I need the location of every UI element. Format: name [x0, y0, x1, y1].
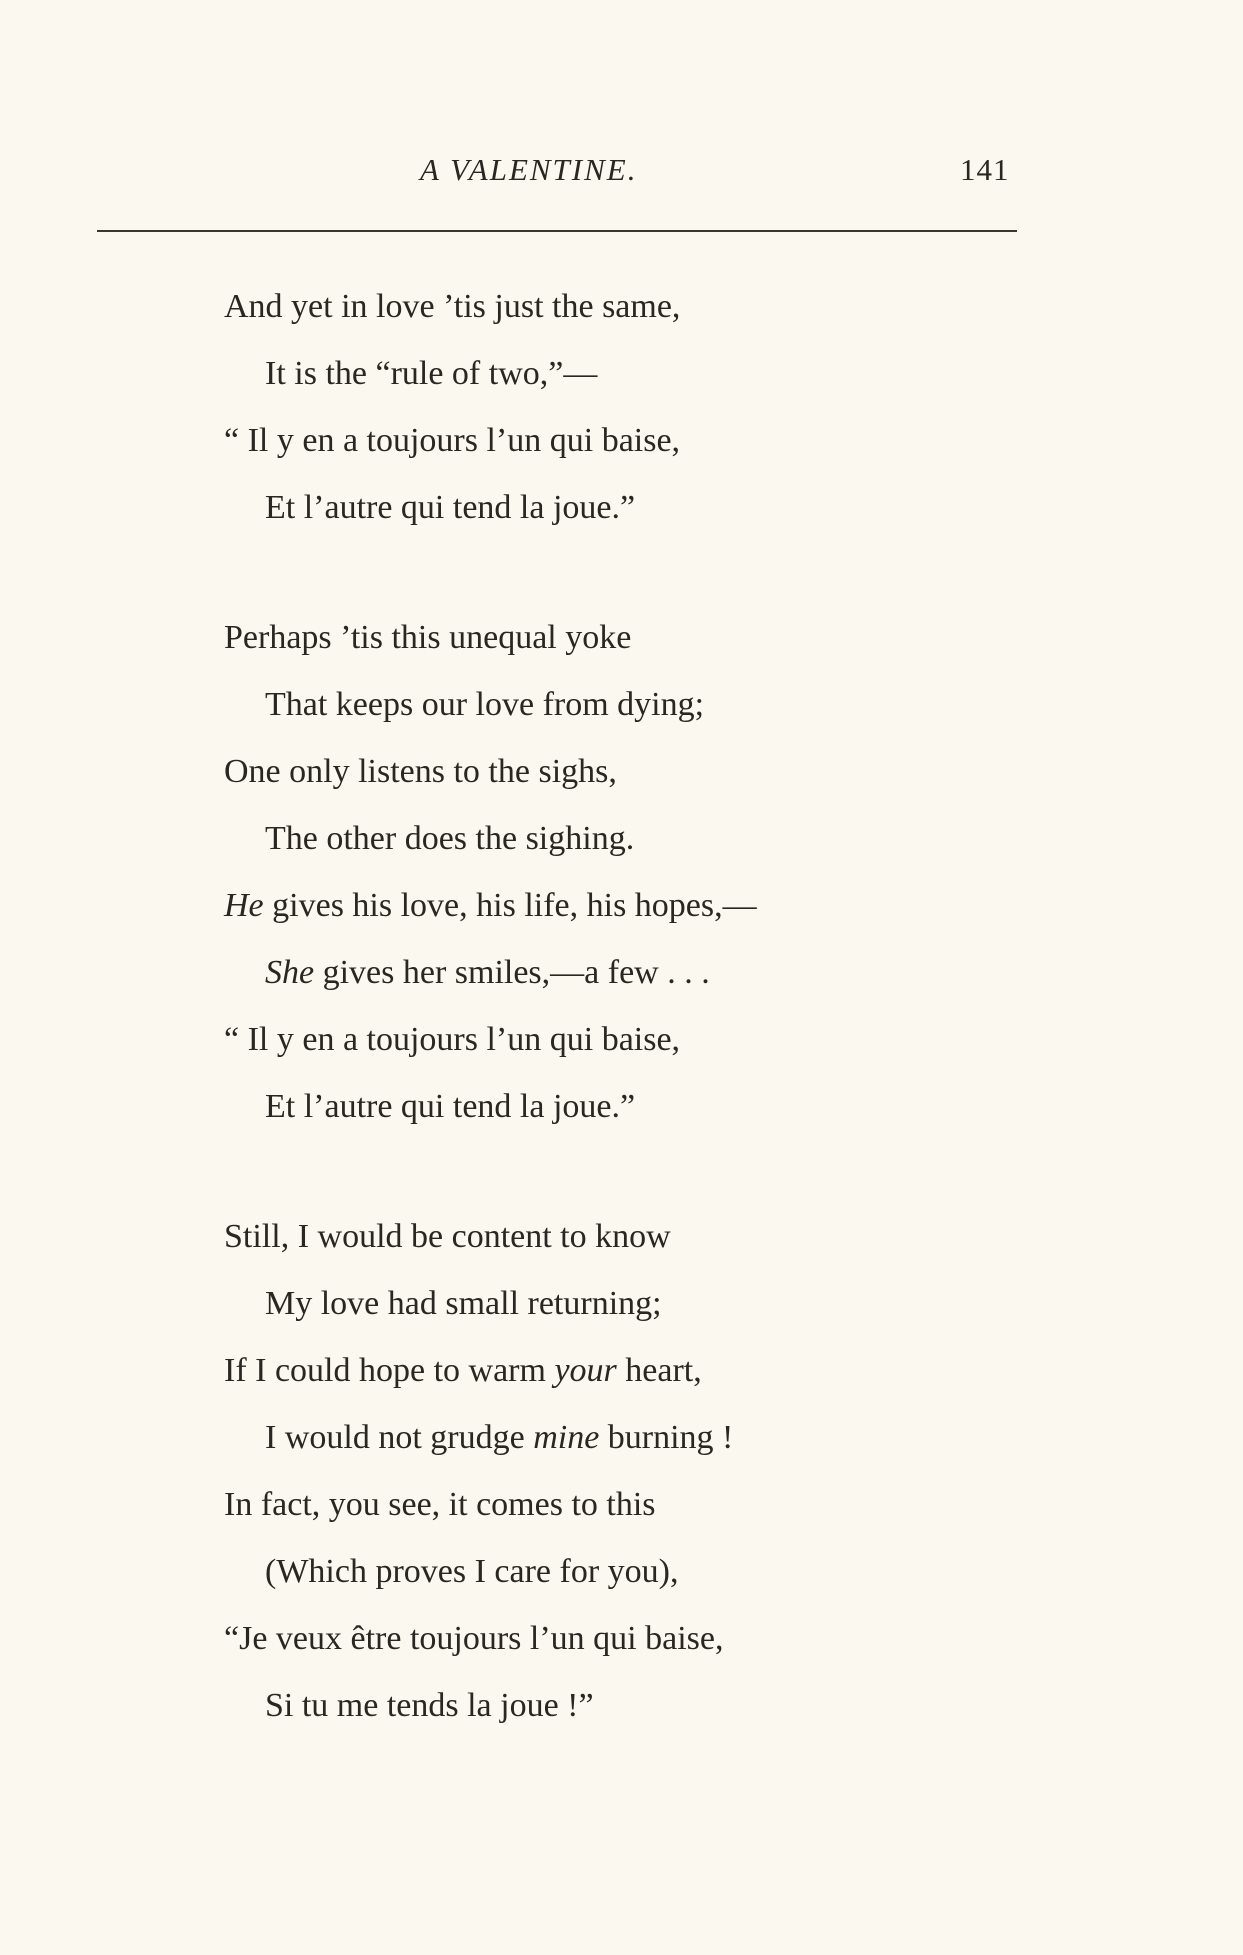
poem-line [0, 1349, 1243, 1416]
poem-line: (Which proves I care for you), [265, 1553, 679, 1590]
poem-line: My love had small returning; [265, 1285, 662, 1322]
line-text: I would not grudge [265, 1419, 534, 1456]
stanza-3 [0, 1215, 1243, 1751]
poem [0, 285, 1243, 1751]
line-text: If I could hope to warm [224, 1352, 555, 1389]
poem-line: Si tu me tends la joue !” [265, 1687, 594, 1724]
poem-line [0, 884, 1243, 951]
line-text: gives his love, his life, his hopes,— [263, 887, 757, 924]
poem-line: Et l’autre qui tend la joue.” [265, 489, 636, 526]
poem-line: The other does the sighing. [265, 820, 635, 857]
poem-line: Et l’autre qui tend la joue.” [265, 1088, 636, 1125]
poem-line: “ Il y en a toujours l’un qui baise, [224, 422, 681, 459]
stanza-2 [0, 616, 1243, 1152]
poem-line: “ Il y en a toujours l’un qui baise, [224, 1021, 681, 1058]
poem-line: Perhaps ’tis this unequal yoke [224, 619, 632, 656]
poem-line: One only listens to the sighs, [224, 753, 617, 790]
page-number: 141 [960, 152, 1010, 187]
running-head [0, 152, 1243, 196]
poem-line: That keeps our love from dying; [265, 686, 705, 723]
stanza-gap [0, 553, 1243, 616]
emphasis-he: He [224, 887, 264, 924]
stanza-1 [0, 285, 1243, 553]
line-text: heart, [616, 1352, 702, 1389]
emphasis-mine: mine [533, 1419, 600, 1456]
poem-line: And yet in love ’tis just the same, [224, 288, 681, 325]
header-rule [97, 230, 1017, 232]
stanza-gap [0, 1152, 1243, 1215]
poem-line: It is the “rule of two,”— [265, 355, 598, 392]
poem-line: Still, I would be content to know [224, 1218, 671, 1255]
line-text: gives her smiles,—a few . . . [314, 954, 710, 991]
running-title: A VALENTINE. [420, 152, 638, 187]
poem-line [0, 1416, 1243, 1483]
poem-line: “Je veux être toujours l’un qui baise, [224, 1620, 724, 1657]
emphasis-she: She [265, 954, 315, 991]
line-text: burning ! [599, 1419, 734, 1456]
emphasis-your: your [554, 1352, 617, 1389]
poem-line: In fact, you see, it comes to this [224, 1486, 656, 1523]
poem-line [0, 951, 1243, 1018]
